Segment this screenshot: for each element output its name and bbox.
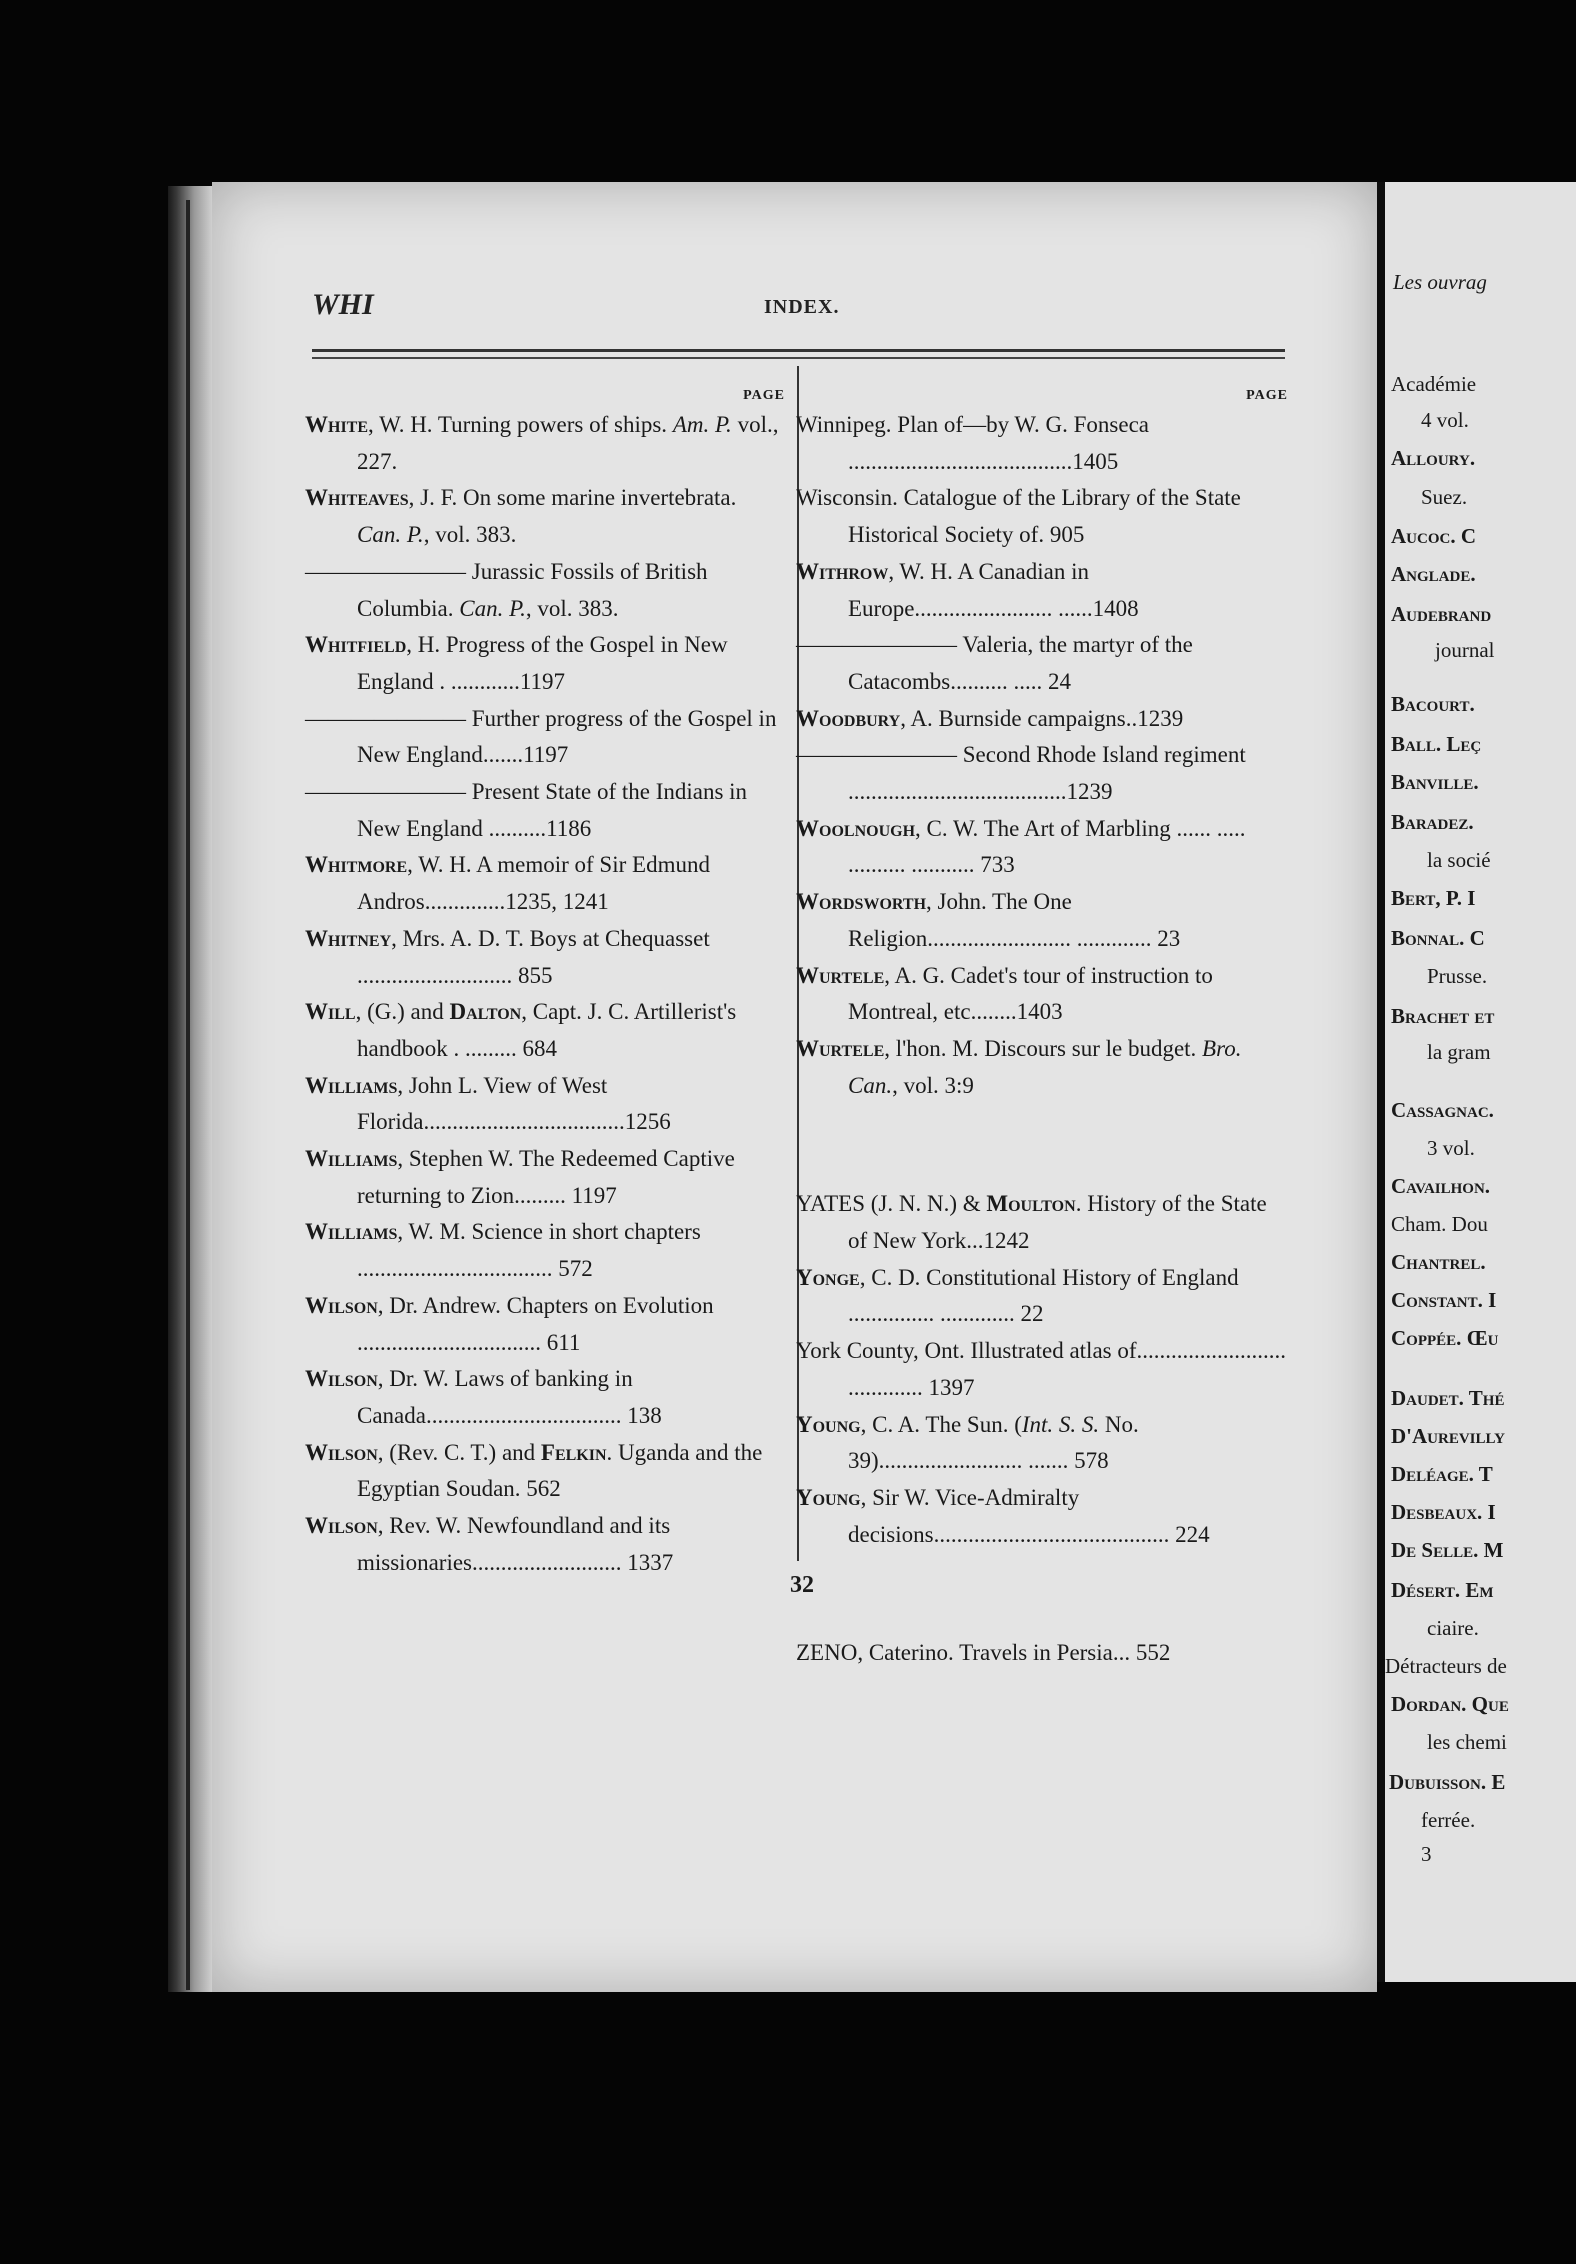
- page-number: 32: [790, 1572, 814, 1598]
- facing-page-line: Les ouvrag: [1393, 270, 1487, 294]
- facing-page-line: Baradez.: [1391, 810, 1474, 834]
- facing-page-line: journal: [1435, 638, 1495, 662]
- facing-page-line: Ball. Leç: [1391, 732, 1482, 756]
- facing-page-line: Bacourt.: [1391, 692, 1475, 716]
- right-column: [796, 385, 1288, 1672]
- facing-page-line: ferrée.: [1421, 1808, 1476, 1832]
- index-entry: Whitney, Mrs. A. D. T. Boys at Chequasset ........................... 855: [305, 925, 710, 988]
- facing-page-line: la gram: [1427, 1040, 1491, 1064]
- index-entry: Wisconsin. Catalogue of the Library of the State Historical Society of. 905: [796, 485, 1241, 548]
- facing-page-line: Desbeaux. I: [1391, 1500, 1496, 1524]
- facing-page-line: ciaire.: [1427, 1616, 1479, 1640]
- index-entry: Young, Sir W. Vice-Admiralty decisions......................................... 224: [796, 1484, 1210, 1547]
- facing-page-line: Cassagnac.: [1391, 1098, 1494, 1122]
- index-entry: ——————— Further progress of the Gospel in New England.......1197: [305, 705, 777, 768]
- index-entry: Wilson, Rev. W. Newfoundland and its missionaries.......................... 1337: [305, 1513, 674, 1575]
- facing-page-line: Brachet et: [1391, 1004, 1495, 1028]
- facing-page-line: Audebrand: [1391, 602, 1492, 626]
- facing-page-line: Prusse.: [1427, 964, 1488, 988]
- facing-page-line: Coppée. Œu: [1391, 1326, 1499, 1350]
- index-entry: Wilson, Dr. W. Laws of banking in Canada.................................. 138: [305, 1366, 662, 1428]
- index-entry: Will, (G.) and Dalton, Capt. J. C. Artillerist's handbook . ......... 684: [305, 999, 737, 1061]
- page-column-label: PAGE: [743, 388, 785, 403]
- facing-page-line: De Selle. M: [1391, 1538, 1504, 1562]
- facing-page-line: 3: [1421, 1842, 1432, 1866]
- left-column: [305, 385, 785, 1582]
- facing-page-line: Chantrel.: [1391, 1250, 1486, 1274]
- facing-page-line: Académie: [1391, 372, 1477, 396]
- index-entry: Whitfield, H. Progress of the Gospel in New England . ............1197: [305, 632, 728, 694]
- index-entry: Williams, John L. View of West Florida...................................1256: [305, 1072, 671, 1135]
- book-spine-edge: [168, 186, 212, 1992]
- index-entry: Wilson, (Rev. C. T.) and Felkin. Uganda and the Egyptian Soudan. 562: [305, 1439, 763, 1502]
- facing-page-line: Bert, P. I: [1391, 886, 1476, 910]
- index-entry: ——————— Present State of the Indians in New England ..........1186: [305, 779, 748, 841]
- facing-page: [1385, 182, 1576, 1982]
- facing-page-line: Daudet. Thé: [1391, 1386, 1505, 1410]
- facing-page-line: Deléage. T: [1391, 1462, 1493, 1486]
- index-entry: Withrow, W. H. A Canadian in Europe........................ ......1408: [796, 558, 1139, 621]
- facing-page-line: 3 vol.: [1427, 1136, 1475, 1160]
- facing-page-line: Dordan. Que: [1391, 1692, 1509, 1716]
- index-entry: White, W. H. Turning powers of ships. Am. P. vol., 227.: [305, 412, 779, 474]
- index-entry: Woodbury, A. Burnside campaigns..1239: [796, 705, 1184, 731]
- running-head: WHI: [312, 288, 374, 321]
- index-entry: Wurtele, l'hon. M. Discours sur le budget. Bro. Can., vol. 3:9: [796, 1035, 1242, 1098]
- page-gutter: [1377, 182, 1385, 1982]
- index-entry: Whiteaves, J. F. On some marine invertebrata. Can. P., vol. 383.: [305, 485, 737, 548]
- facing-page-line: Détracteurs de: [1385, 1654, 1507, 1678]
- spine-line: [186, 200, 190, 1990]
- index-entry: ——————— Second Rhode Island regiment ......................................1239: [796, 742, 1246, 805]
- index-entry: Williams, Stephen W. The Redeemed Captive returning to Zion......... 1197: [305, 1146, 735, 1208]
- facing-page-line: Anglade.: [1391, 562, 1476, 586]
- header-rule-thin: [312, 357, 1285, 359]
- page-column-label: PAGE: [1246, 388, 1288, 403]
- facing-page-line: Désert. Em: [1391, 1578, 1494, 1602]
- facing-page-line: Dubuisson. E: [1389, 1770, 1506, 1794]
- facing-page-line: Constant. I: [1391, 1288, 1497, 1312]
- facing-page-line: les chemi: [1427, 1730, 1507, 1754]
- index-entry: Wilson, Dr. Andrew. Chapters on Evolution ................................ 611: [305, 1292, 714, 1355]
- index-entry: ——————— Valeria, the martyr of the Catacombs.......... ..... 24: [796, 632, 1193, 694]
- index-entry: York County, Ont. Illustrated atlas of.......................... ............. 1397: [796, 1338, 1287, 1400]
- index-entry: Wordsworth, John. The One Religion......................... ............. 23: [796, 889, 1181, 951]
- spacer: [796, 1576, 1288, 1612]
- facing-page-line: Cham. Dou: [1391, 1212, 1488, 1236]
- index-entry: ZENO, Caterino. Travels in Persia... 552: [796, 1640, 1171, 1666]
- facing-page-line: Alloury.: [1391, 446, 1476, 470]
- facing-page-line: Suez.: [1421, 485, 1468, 509]
- facing-page-line: Cavailhon.: [1391, 1174, 1491, 1198]
- index-entry: Williams, W. M. Science in short chapters .................................. 572: [305, 1219, 701, 1282]
- index-entry: Winnipeg. Plan of—by W. G. Fonseca .......................................1405: [796, 412, 1149, 474]
- index-entry: Yonge, C. D. Constitutional History of England ............... ............. 22: [796, 1264, 1239, 1327]
- header-rule: [312, 349, 1285, 352]
- facing-page-line: 4 vol.: [1421, 408, 1469, 432]
- spacer: [796, 1127, 1288, 1163]
- index-entry: Woolnough, C. W. The Art of Marbling ...... ..... .......... ........... 733: [796, 815, 1246, 878]
- facing-page-line: Bonnal. C: [1391, 926, 1485, 950]
- index-entry: Whitmore, W. H. A memoir of Sir Edmund Andros..............1235, 1241: [305, 852, 710, 915]
- index-entry: Young, C. A. The Sun. (Int. S. S. No. 39)......................... ....... 578: [796, 1411, 1139, 1474]
- facing-page-line: Banville.: [1391, 770, 1479, 794]
- facing-page-line: D'Aurevilly: [1391, 1424, 1505, 1448]
- index-entry: Wurtele, A. G. Cadet's tour of instruction to Montreal, etc........1403: [796, 962, 1213, 1025]
- index-entry: ——————— Jurassic Fossils of British Columbia. Can. P., vol. 383.: [305, 558, 708, 621]
- page-title: INDEX.: [764, 296, 840, 318]
- facing-page-line: la socié: [1427, 848, 1491, 872]
- facing-page-line: Aucoc. C: [1391, 524, 1476, 548]
- index-entry: YATES (J. N. N.) & Moulton. History of the State of New York...1242: [796, 1191, 1267, 1254]
